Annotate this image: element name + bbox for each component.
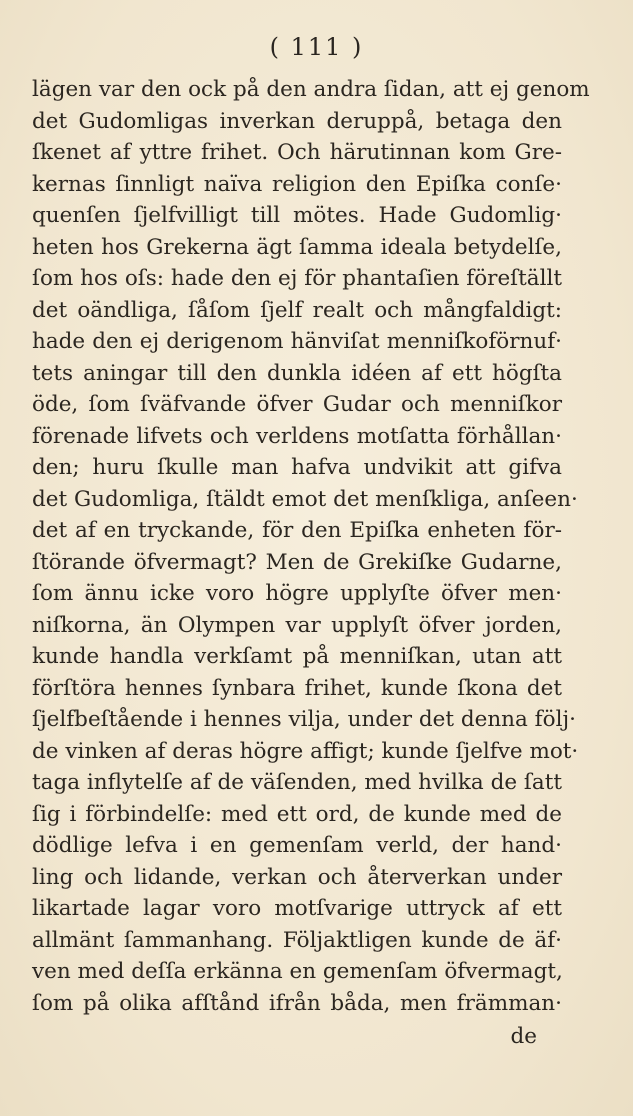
text-line: dödlige lefva i en gemenſam verld, der hand· [32, 833, 562, 858]
catchword: de [510, 1024, 537, 1049]
text-line: hade den ej derigenom hänviſat menniſkoförnuf· [32, 329, 562, 354]
text-line: det af en tryckande, för den Epiſka enheten för- [32, 518, 562, 543]
text-line: ven med deſſa erkänna en gemenſam öfvermagt, [32, 959, 563, 984]
text-line: det Gudomligas inverkan deruppå, betaga den [32, 108, 562, 134]
text-line: niſkorna, än Olympen var upplyſt öfver jorden, [32, 612, 562, 638]
text-line: det oändliga, ſåſom ſjelf realt och mångfaldigt: [32, 297, 562, 323]
text-line: kunde handla verkſamt på menniſkan, utan att [32, 644, 562, 669]
text-line: kernas ſinnligt naïva religion den Epiſka conſe· [32, 171, 562, 197]
text-line: heten hos Grekerna ägt ſamma ideala betydelſe, [32, 234, 562, 260]
text-line: ſig i förbindelſe: med ett ord, de kunde med de [32, 801, 562, 827]
text-line: ſjelfbeſtående i hennes vilja, under det denna följ· [32, 707, 576, 732]
text-line: ling och lidande, verkan och återverkan under [32, 864, 562, 890]
text-line: tets aningar till den dunkla idéen af ett högſta [32, 360, 562, 386]
page-number: ( 111 ) [269, 33, 364, 61]
text-line: öde, ſom ſväfvande öfver Gudar och menniſkor [32, 392, 562, 417]
text-line: ſom på olika afſtånd ifrån båda, men främman· [32, 990, 562, 1016]
text-line: förenade lifvets och verldens motſatta förhållan· [32, 423, 562, 449]
text-line: likartade lagar voro motſvarige uttryck af ett [32, 896, 562, 921]
text-line: det Gudomliga, ſtäldt emot det menſkliga, anſeen· [32, 486, 578, 512]
text-line: ſom ännu icke voro högre upplyſte öfver men· [32, 581, 562, 606]
text-line: taga inflytelſe af de väſenden, med hvilka de ſatt [32, 770, 562, 795]
text-line: allmänt ſammanhang. Följaktligen kunde de äf· [32, 927, 562, 953]
text-line: den; huru ſkulle man hafva undvikit att gifva [32, 455, 562, 480]
text-line: ſkenet af yttre frihet. Och härutinnan kom Gre- [32, 140, 562, 165]
text-line: ſom hos oſs: hade den ej för phantaſien föreſtällt [32, 266, 562, 291]
text-line: lägen var den ock på den andra ſidan, att ej genom [32, 77, 590, 102]
text-line: quenſen ſjelfvilligt till mötes. Hade Gudomlig· [32, 203, 562, 228]
text-line: förſtöra hennes ſynbara frihet, kunde ſkona det [32, 675, 562, 701]
text-line: ſtörande öfvermagt? Men de Grekiſke Gudarne, [32, 549, 562, 575]
text-body [32, 74, 590, 1019]
text-line: de vinken af deras högre affigt; kunde ſjelfve mot· [32, 738, 579, 764]
